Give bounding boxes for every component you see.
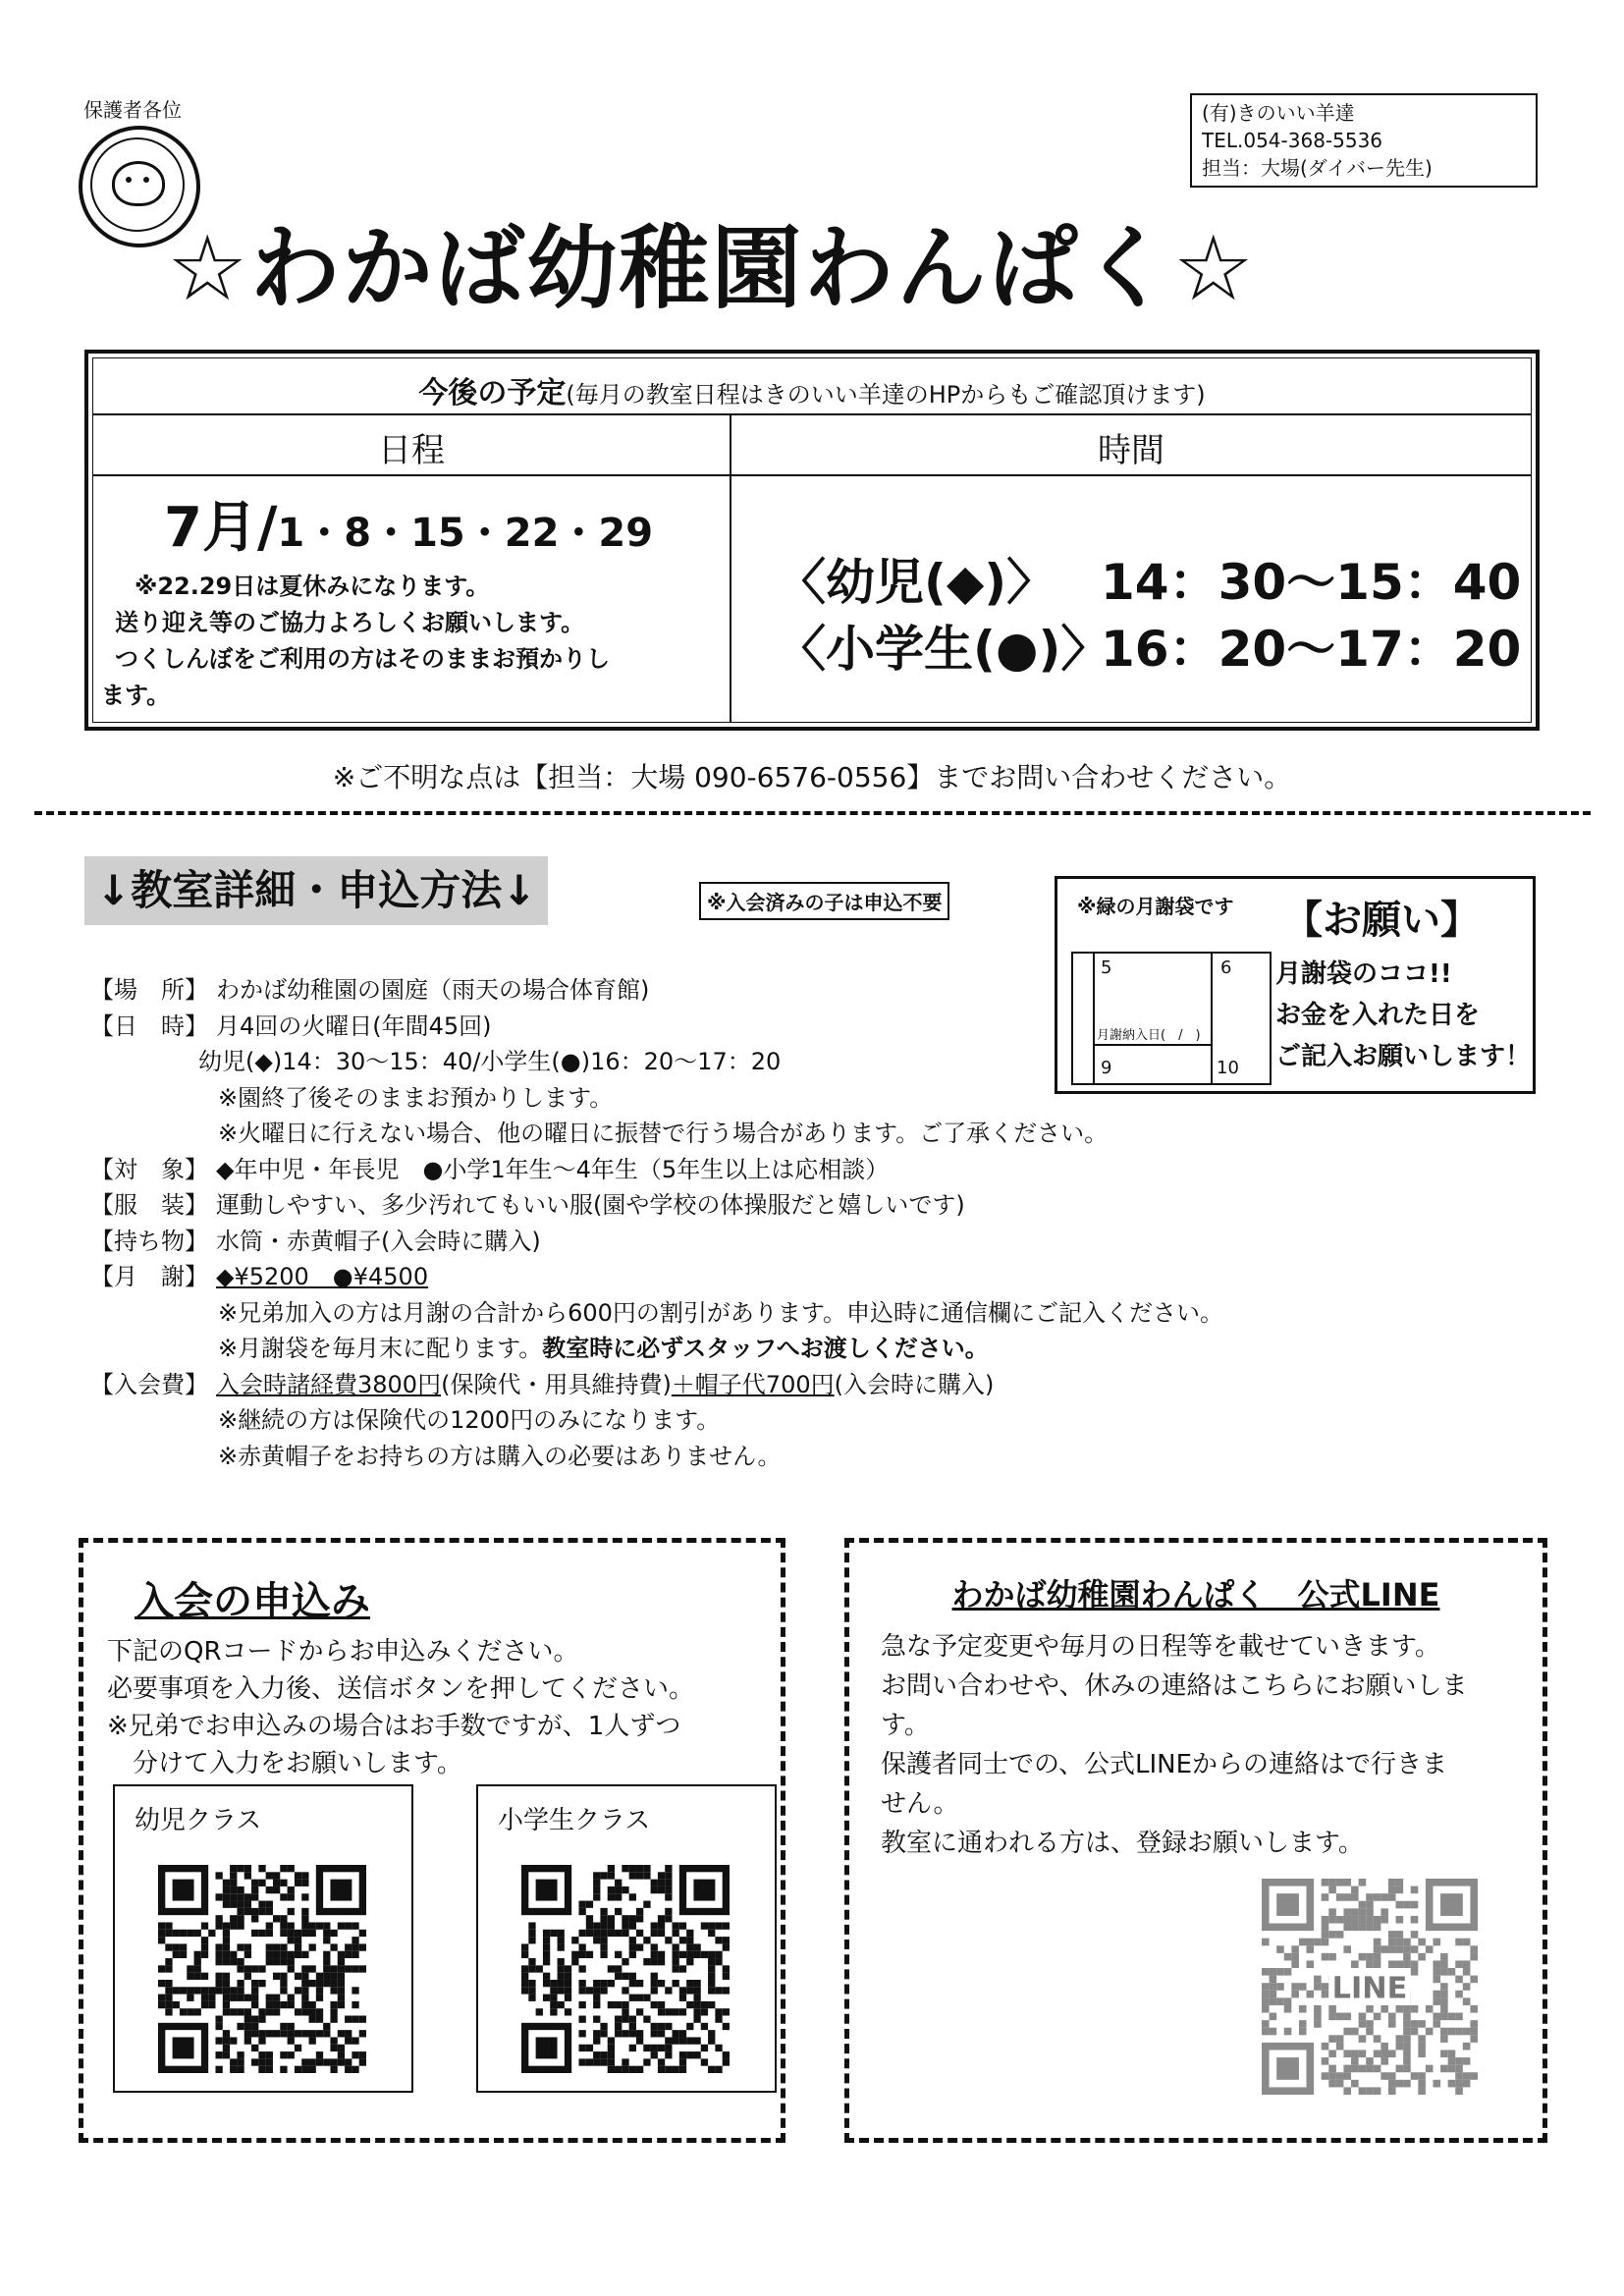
inquiry-note: ※ご不明な点は【担当：大場 090-6576-0556】までお問い合わせください。 bbox=[332, 761, 1292, 793]
phone-number: TEL.054-368-5536 bbox=[1202, 129, 1383, 152]
qr-code-kids[interactable] bbox=[158, 1865, 366, 2073]
contact-person: 担当：大場(ダイバー先生) bbox=[1202, 156, 1433, 180]
column-date: 日程 bbox=[378, 431, 445, 470]
column-time: 時間 bbox=[1098, 431, 1164, 470]
company-name: (有)きのいい羊達 bbox=[1202, 101, 1355, 125]
join-title: 入会の申込み bbox=[135, 1579, 370, 1624]
schedule-title: 今後の予定(毎月の教室日程はきのいい羊達のHPからもご確認頂けます) bbox=[418, 376, 1206, 410]
time-school: 〈小学生(●)〉16：20〜17：20 bbox=[777, 621, 1522, 678]
envelope-illustration: 5 6 9 10 月謝納入日( / ) bbox=[1071, 952, 1272, 1085]
line-description: 急な予定変更や毎月の日程等を載せていきます。 お問い合わせや、休みの連絡はこちらにお願いしま す。 保護者同士での、公式LINEからの連絡はで行きま せん。 教室に通われる方は、登録お願いします。 bbox=[881, 1632, 1468, 1858]
member-note: ※入会済みの子は申込不要 bbox=[699, 882, 949, 920]
divider bbox=[34, 811, 1591, 815]
qr-code-school[interactable] bbox=[521, 1865, 730, 2073]
details-heading: ↓教室詳細・申込方法↓ bbox=[84, 856, 548, 925]
schedule-notes: ※22.29日は夏休みになります。 送り迎え等のご協力よろしくお願いします。 つくしんぼをご利用の方はそのままお預かりし ます。 bbox=[101, 573, 610, 709]
qr-card-kids bbox=[113, 1784, 413, 2093]
join-section bbox=[79, 1538, 785, 2143]
qr-code-line[interactable] bbox=[1262, 1879, 1478, 2095]
page-title: ☆わかば幼稚園わんぱく☆ bbox=[167, 216, 1256, 321]
recipient-label: 保護者各位 bbox=[83, 98, 182, 122]
line-qr-label: LINE bbox=[1331, 1971, 1408, 2006]
contact-box bbox=[1190, 93, 1538, 188]
line-section bbox=[844, 1538, 1547, 2143]
details-list: 【場 所】 わかば幼稚園の園庭（雨天の場合体育館) 【日 時】 月4回の火曜日(年間45回) 幼児(◆)14：30〜15：40/小学生(●)16：20〜17：20 ※園終了後そのままお預かりします。 ※火曜日に行えない場合、他の曜日に振替で行う場合があります。ご了承ください。 【対 象】 ◆年中児・年長児 ●小学1年生〜4年生（5年生以上は応相談） 【服 装】 運動しやすい、多少汚れてもいい服(園や学校の体操服だと嬉しいです) 【持ち物】 水筒・赤黄帽子(入会時に購入) 【月 謝】 ◆¥5200 ●¥4500 ※兄弟加入の方は月謝の合計から600円の割引があります。申込時に通信欄にご記入ください。 ※月謝袋を毎月末に配ります。教室時に必ずスタッフへお渡しください。 【入会費】 入会時諸経費3800円(保険代・用具維持費)＋帽子代700円(入会時に購入) ※継続の方は保険代の1200円のみになります。 ※赤黄帽子をお持ちの方は購入の必要はありません。 bbox=[90, 976, 1223, 1470]
time-kids: 〈幼児(◆)〉 14：30〜15：40 bbox=[777, 554, 1522, 611]
qr-card-label: 幼児クラス bbox=[135, 1806, 262, 1835]
join-instructions: 下記のQRコードからお申込みください。 必要事項を入力後、送信ボタンを押してください。 ※兄弟でお申込みの場合はお手数ですが、1人ずつ 分けて入力をお願いします。 bbox=[107, 1637, 695, 1778]
qr-card-label: 小学生クラス bbox=[498, 1806, 651, 1835]
request-text: 月謝袋のココ!! お金を入れた日を ご記入お願いします！ bbox=[1275, 959, 1532, 1071]
schedule-table bbox=[84, 350, 1540, 731]
request-heading: 【お願い】 bbox=[1283, 898, 1480, 943]
request-box bbox=[1055, 876, 1536, 1094]
qr-card-school bbox=[476, 1784, 777, 2093]
line-title: わかば幼稚園わんぱく 公式LINE bbox=[951, 1576, 1440, 1613]
envelope-caption: ※緑の月謝袋です bbox=[1077, 895, 1234, 918]
schedule-dates: 7月/1・8・15・22・29 bbox=[164, 496, 654, 560]
